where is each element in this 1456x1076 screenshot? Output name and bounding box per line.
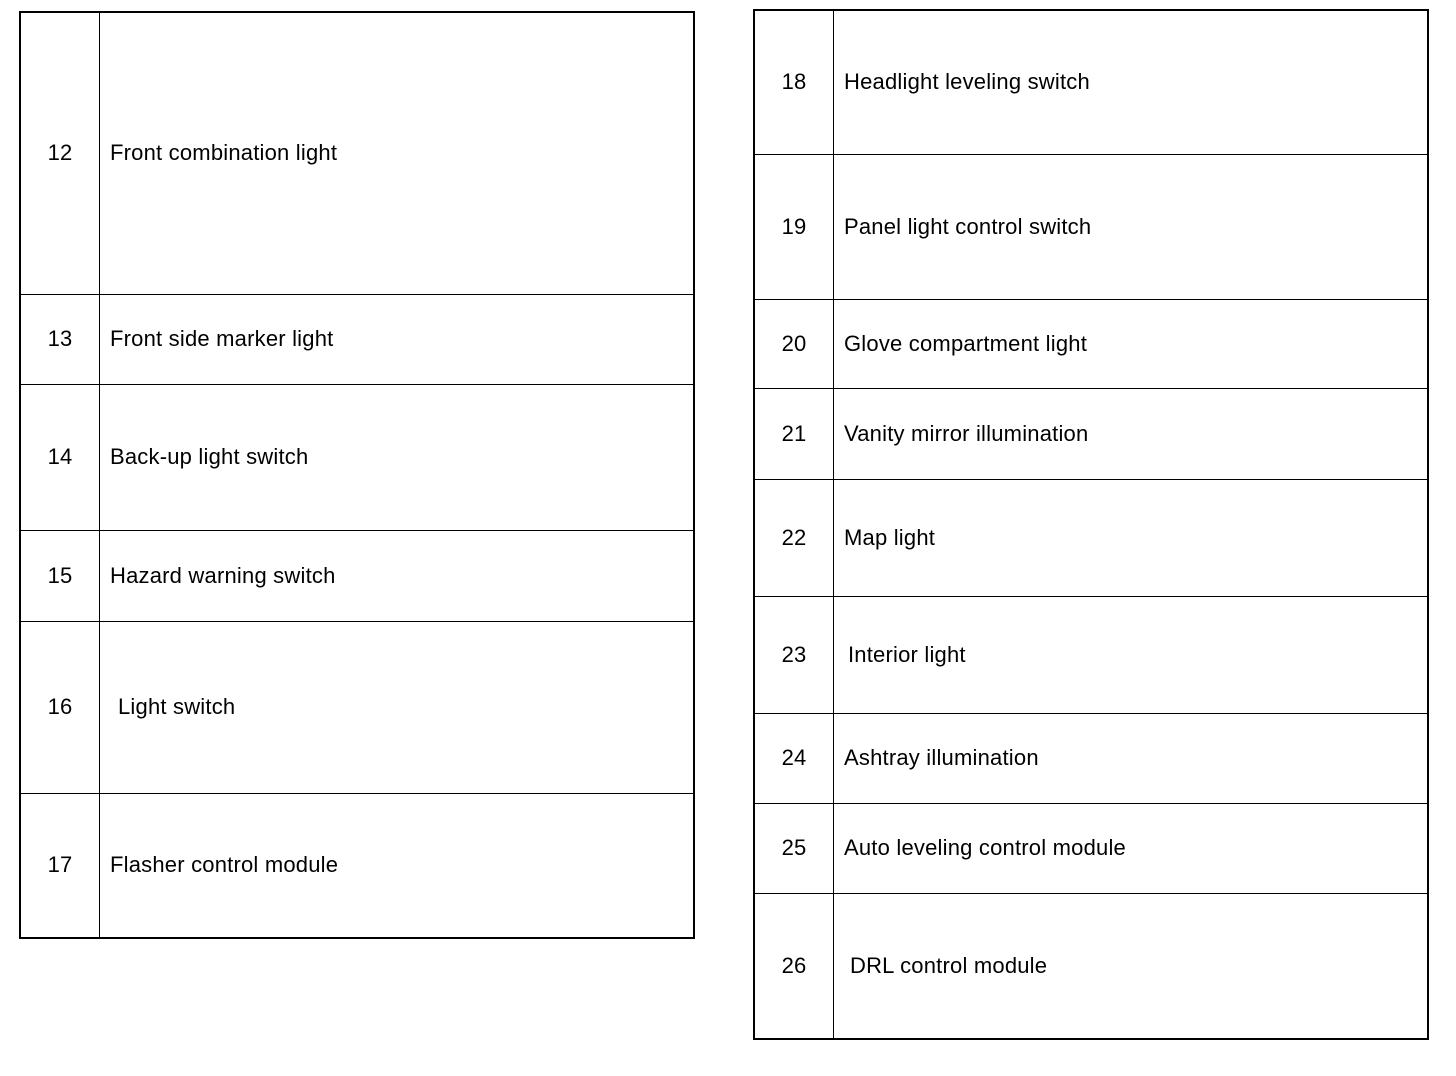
- table-row: [754, 479, 1428, 596]
- component-number: 21: [754, 388, 834, 479]
- table-row: [20, 530, 694, 621]
- component-label: Front combination light: [100, 12, 695, 294]
- component-number: 23: [754, 596, 834, 713]
- table-row: [754, 299, 1428, 388]
- component-number: 15: [20, 530, 100, 621]
- component-number: 14: [20, 384, 100, 530]
- component-legend-table-left: [19, 11, 695, 939]
- table-row: [754, 10, 1428, 154]
- component-number: 13: [20, 294, 100, 384]
- table-row: [754, 893, 1428, 1039]
- component-number: 22: [754, 479, 834, 596]
- table-row: [20, 384, 694, 530]
- table-row: [20, 12, 694, 294]
- component-label: Flasher control module: [100, 793, 695, 938]
- component-number: 20: [754, 299, 834, 388]
- component-label: Headlight leveling switch: [834, 10, 1429, 154]
- component-number: 26: [754, 893, 834, 1039]
- table-row: [754, 388, 1428, 479]
- component-number: 24: [754, 713, 834, 803]
- component-number: 18: [754, 10, 834, 154]
- table-row: [754, 596, 1428, 713]
- component-label: Auto leveling control module: [834, 803, 1429, 893]
- component-label: Panel light control switch: [834, 154, 1429, 299]
- component-label: Hazard warning switch: [100, 530, 695, 621]
- component-label: Ashtray illumination: [834, 713, 1429, 803]
- component-label: Front side marker light: [100, 294, 695, 384]
- table-row: [20, 793, 694, 938]
- table-row: [754, 154, 1428, 299]
- component-number: 19: [754, 154, 834, 299]
- component-number: 17: [20, 793, 100, 938]
- component-label: Back-up light switch: [100, 384, 695, 530]
- table-row: [20, 294, 694, 384]
- table-row: [20, 621, 694, 793]
- component-label: Interior light: [834, 596, 1429, 713]
- table-row: [754, 713, 1428, 803]
- component-label: Map light: [834, 479, 1429, 596]
- component-legend-table-right: [753, 9, 1429, 1040]
- component-label: Glove compartment light: [834, 299, 1429, 388]
- component-number: 16: [20, 621, 100, 793]
- component-number: 12: [20, 12, 100, 294]
- component-label: DRL control module: [834, 893, 1429, 1039]
- component-label: Light switch: [100, 621, 695, 793]
- table-row: [754, 803, 1428, 893]
- component-label: Vanity mirror illumination: [834, 388, 1429, 479]
- component-number: 25: [754, 803, 834, 893]
